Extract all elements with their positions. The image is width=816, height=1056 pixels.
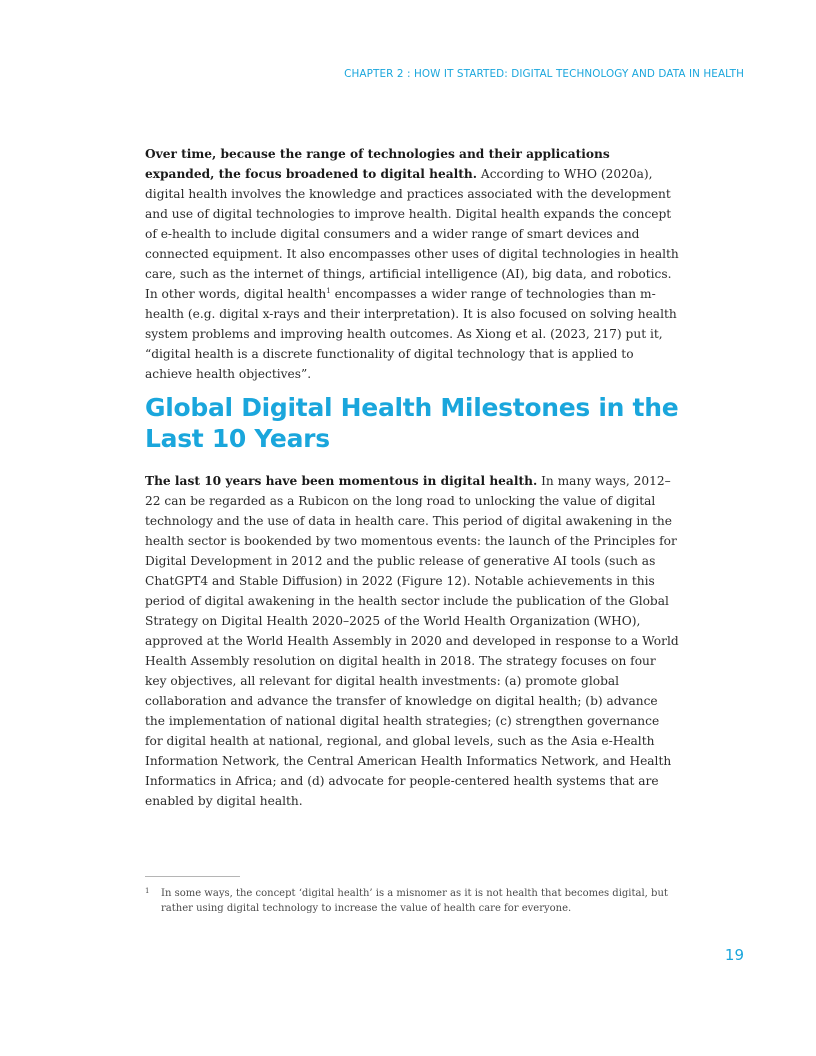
milestones-paragraph <box>145 471 680 811</box>
intro-lead-bold: Over time, because the range of technologies and their applications expanded, the focus broadened to digital health. <box>145 147 610 181</box>
footnote-number: 1 <box>145 887 150 895</box>
running-head: CHAPTER 2 : HOW IT STARTED: DIGITAL TECHNOLOGY AND DATA IN HEALTH <box>344 68 744 80</box>
milestones-lead-bold: The last 10 years have been momentous in digital health. <box>145 474 538 488</box>
intro-text-part-b: encompasses a wider range of technologies than m-health (e.g. digital x-rays and their interpretation). It is also focused on solving health system problems and improving health outcomes. As Xiong et al. (2023, 217) put it, “digital health is a discrete functionality of digital technology that is applied to achieve health objectives”. <box>145 287 677 381</box>
section-heading: Global Digital Health Milestones in the Last 10 Years <box>145 393 679 453</box>
footnote <box>145 886 685 916</box>
intro-paragraph <box>145 144 680 384</box>
footnote-text: In some ways, the concept ‘digital health’ is a misnomer as it is not health that becomes digital, but rather using digital technology to increase the value of health care for everyone. <box>161 888 668 914</box>
footnote-divider <box>145 876 240 877</box>
page-number: 19 <box>724 946 744 964</box>
footnote-reference[interactable]: 1 <box>326 286 331 295</box>
milestones-text: In many ways, 2012–22 can be regarded as a Rubicon on the long road to unlocking the value of digital technology and the use of data in health care. This period of digital awakening in the health sector is bookended by two momentous events: the launch of the Principles for Digital Development in 2012 and the public release of generative AI tools (such as ChatGPT4 and Stable Diffusion) in 2022 (Figure 12). Notable achievements in this period of digital awakening in the health sector include the publication of the Global Strategy on Digital Health 2020–2025 of the World Health Organization (WHO), approved at the World Health Assembly in 2020 and developed in response to a World Health Assembly resolution on digital health in 2018. The strategy focuses on four key objectives, all relevant for digital health investments: (a) promote global collaboration and advance the transfer of knowledge on digital health; (b) advance the implementation of national digital health strategies; (c) strengthen governance for digital health at national, regional, and global levels, such as the Asia e-Health Information Network, the Central American Health Informatics Network, and Health Informatics in Africa; and (d) advocate for people-centered health systems that are enabled by digital health. <box>145 474 679 808</box>
intro-text-part-a: According to WHO (2020a), digital health involves the knowledge and practices associated with the development and use of digital technologies to improve health. Digital health expands the concept of e-health to include digital consumers and a wider range of smart devices and connected equipment. It also encompasses other uses of digital technologies in health care, such as the internet of things, artificial intelligence (AI), big data, and robotics. In other words, digital health <box>145 167 679 301</box>
